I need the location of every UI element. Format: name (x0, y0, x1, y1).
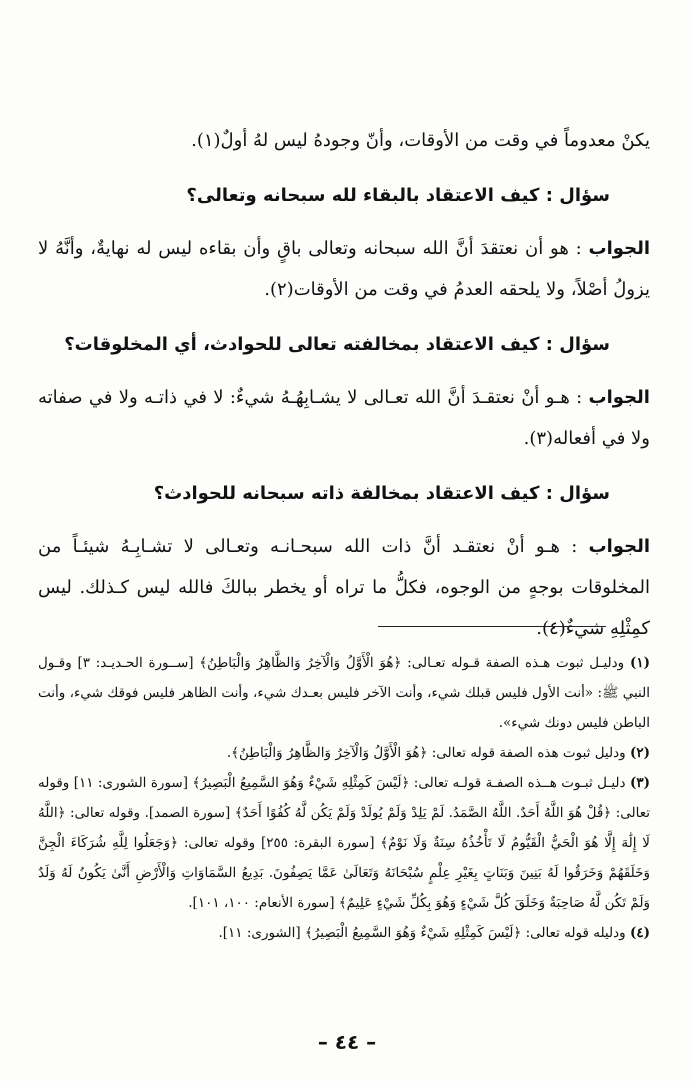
footnote-4 (38, 918, 650, 948)
question-text: : كيف الاعتقاد بمخالفة ذاته سبحانه للحوادث؟ (153, 483, 553, 504)
answer-text: : هو أن نعتقدَ أنَّ الله سبحانه وتعالى باقٍ وأن بقاءه ليس له نهايةٌ، وأنَّهُ لا يزولُ أصْلاً، ولا يلحقه العدمُ في وقت من الأوقات(٢). (38, 238, 650, 300)
footnote-number: (١) (629, 655, 650, 671)
footnote-2 (38, 738, 650, 768)
footnote-number: (٤) (629, 925, 650, 941)
footnote-1 (38, 648, 650, 738)
footnote-text: ودليل ثبوت هذه الصفة قوله تعالى: ﴿هُوَ الْأَوَّلُ وَالْآخِرُ وَالظَّاهِرُ وَالْبَاطِنُ﴾. (226, 745, 626, 761)
answer-text: : هـو أنْ نعتقـدَ أنَّ الله تعـالى لا يشـابِهُـهُ شيءٌ: لا في ذاتـه ولا في صفاته ولا في أفعاله(٣). (38, 387, 650, 449)
question-1 (38, 175, 610, 216)
footnotes (38, 648, 650, 948)
question-label: سؤال (559, 334, 610, 355)
page-number: – ٤٤ – (317, 1030, 377, 1054)
question-3 (38, 473, 610, 514)
question-label: سؤال (559, 483, 610, 504)
question-2 (38, 324, 610, 365)
question-text: : كيف الاعتقاد بالبقاء لله سبحانه وتعالى؟ (186, 185, 553, 206)
footnote-text: ودليله قوله تعالى: ﴿لَيْسَ كَمِثْلِهِ شَيْءٌ وَهُوَ السَّمِيعُ الْبَصِيرُ﴾ [الشورى: ١١]. (218, 925, 626, 941)
main-text (38, 120, 650, 649)
footnote-3 (38, 768, 650, 918)
answer-2 (38, 377, 650, 459)
footnote-text: دليـل ثبـوت هــذه الصفـة قولـه تعالى: ﴿لَيْسَ كَمِثْلِهِ شَيْءٌ وَهُوَ السَّمِيعُ الْبَصِيرُ﴾ [سورة الشورى: ١١] وقوله تعالى: ﴿قُلْ هُوَ اللَّهُ أَحَدٌ. اللَّهُ الصَّمَدُ. لَمْ يَلِدْ وَلَمْ يُولَدْ وَلَمْ يَكُن لَّهُ كُفُوًا أَحَدٌ﴾ [سورة الصمد]. وقوله تعالى: ﴿اللَّهُ لَا إِلَٰهَ إِلَّا هُوَ الْحَيُّ الْقَيُّومُ لَا تَأْخُذُهُ سِنَةٌ وَلَا نَوْمٌ﴾ [سورة البقرة: ٢٥٥] وقوله تعالى: ﴿وَجَعَلُوا لِلَّهِ شُرَكَاءَ الْجِنَّ وَخَلَقَهُمْ وَخَرَقُوا لَهُ بَنِينَ وَبَنَاتٍ بِغَيْرِ عِلْمٍ سُبْحَانَهُ وَتَعَالَىٰ عَمَّا يَصِفُونَ. بَدِيعُ السَّمَاوَاتِ وَالْأَرْضِ أَنَّىٰ يَكُونُ لَهُ وَلَدٌ وَلَمْ تَكُن لَّهُ صَاحِبَةٌ وَخَلَقَ كُلَّ شَيْءٍ وَهُوَ بِكُلِّ شَيْءٍ عَلِيمٌ﴾ [سورة الأنعام: ١٠٠، ١٠١]. (38, 775, 650, 911)
footnote-text: ودليـل ثبوت هـذه الصفة قـوله تعـالى: ﴿هُوَ الْأَوَّلُ وَالْآخِرُ وَالظَّاهِرُ وَالْبَاطِنُ﴾ [ســورة الحـديـد: ٣] وقـول النبي ﷺ: «أنت الأول فليس قبلك شيء، وأنت الآخر فليس بعـدك شيء، وأنت الظاهر فليس فوقك شيء، وأنت الباطن فليس دونك شيء». (38, 655, 650, 731)
footnote-number: (٢) (629, 745, 650, 761)
answer-label: الجواب (588, 238, 650, 259)
footnote-divider (378, 626, 606, 627)
answer-1 (38, 228, 650, 310)
footnote-number: (٣) (629, 775, 650, 791)
answer-label: الجواب (588, 536, 650, 557)
question-text: : كيف الاعتقاد بمخالفته تعالى للحوادث، أي المخلوقات؟ (64, 334, 553, 355)
question-label: سؤال (559, 185, 610, 206)
answer-3 (38, 526, 650, 649)
answer-label: الجواب (588, 387, 650, 408)
intro-paragraph: يكنْ معدوماً في وقت من الأوقات، وأنّ وجودهُ ليس لهُ أولٌ(١). (191, 130, 650, 151)
answer-text: : هـو أنْ نعتقـد أنَّ ذات الله سبحـانـه وتعـالى لا تشـابِـهُ شيئـاً من المخلوقات بوجهٍ من الوجوه، فكلُّ ما تراه أو يخطر ببالكَ فالله ليس كـذلك. ليس كمِثْلِهِ شيءٌ(٤). (38, 536, 650, 639)
